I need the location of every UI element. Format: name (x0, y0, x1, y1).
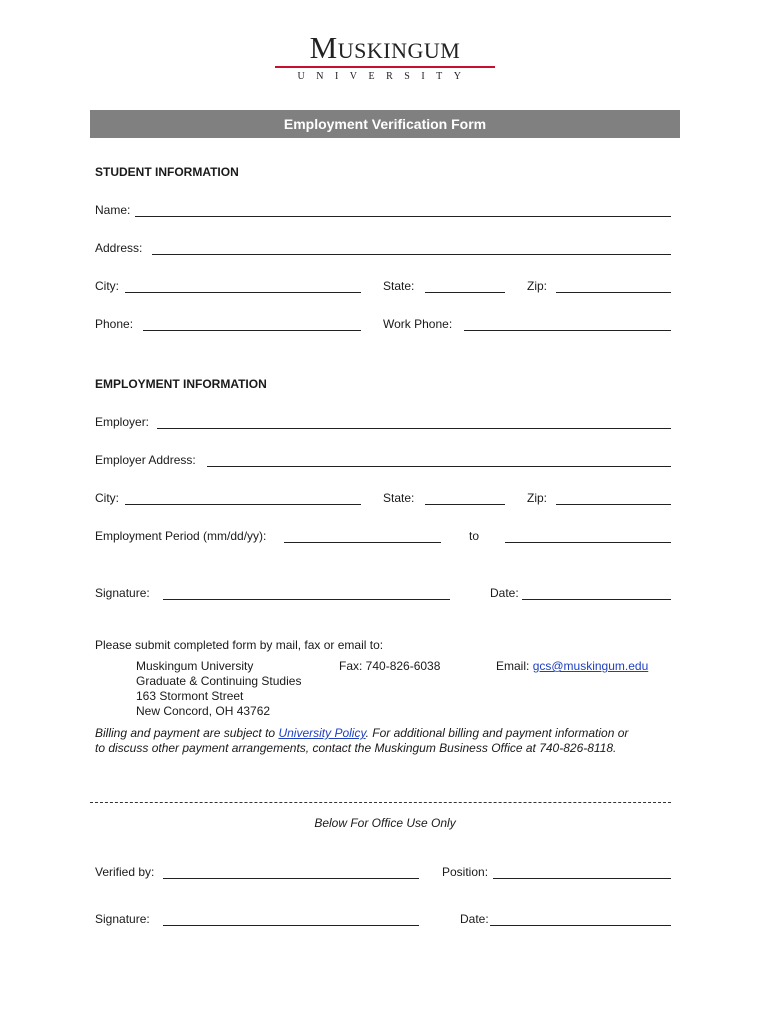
office-date-label: Date: (460, 912, 489, 926)
mailing-address-line: Graduate & Continuing Studies (136, 674, 302, 688)
student-state-label: State: (383, 279, 415, 293)
office-signature-label: Signature: (95, 912, 150, 926)
office-use-divider (90, 802, 671, 803)
student-city-label: City: (95, 279, 119, 293)
student-work-phone-label: Work Phone: (383, 317, 453, 331)
verified-by-label: Verified by: (95, 865, 155, 879)
employer-zip-field[interactable] (556, 504, 671, 505)
billing-note-pre: Billing and payment are subject to (95, 726, 279, 740)
employer-zip-label: Zip: (527, 491, 548, 505)
billing-note-line-2: to discuss other payment arrangements, contact the Muskingum Business Office at 740-826-8118. (95, 741, 617, 755)
employment-signature-label: Signature: (95, 586, 150, 600)
student-city-field[interactable] (125, 292, 361, 293)
student-phone-label: Phone: (95, 317, 134, 331)
position-field[interactable] (493, 878, 671, 879)
student-state-field[interactable] (425, 292, 505, 293)
billing-note (95, 726, 685, 756)
form-title: Employment Verification Form (283, 116, 487, 132)
verified-by-field[interactable] (163, 878, 419, 879)
mailing-address-block (136, 659, 301, 719)
email-link[interactable]: gcs@muskingum.edu (532, 659, 649, 673)
office-signature-field[interactable] (163, 925, 419, 926)
university-logo-wordmark (0, 30, 770, 66)
fax-number: Fax: 740-826-6038 (339, 659, 441, 673)
employer-state-field[interactable] (425, 504, 505, 505)
employment-date-label: Date: (490, 586, 519, 600)
position-label: Position: (442, 865, 489, 879)
mailing-address-line: 163 Stormont Street (136, 689, 244, 703)
employment-period-to-label: to (469, 529, 480, 543)
university-policy-link[interactable]: University Policy (278, 726, 366, 740)
logo-main-text: Muskingum (309, 30, 461, 65)
student-section-heading: STUDENT INFORMATION (95, 165, 239, 179)
employer-city-label: City: (95, 491, 119, 505)
employer-city-field[interactable] (125, 504, 361, 505)
employment-period-start-field[interactable] (284, 542, 441, 543)
student-address-label: Address: (95, 241, 143, 255)
employment-period-end-field[interactable] (505, 542, 671, 543)
office-use-heading: Below For Office Use Only (314, 816, 456, 830)
mailing-address-line: Muskingum University (136, 659, 254, 673)
mailing-address-line: New Concord, OH 43762 (136, 704, 271, 718)
student-name-label: Name: (95, 203, 131, 217)
submission-intro: Please submit completed form by mail, fax or email to: (95, 638, 384, 652)
student-zip-label: Zip: (527, 279, 548, 293)
employment-section-heading: EMPLOYMENT INFORMATION (95, 377, 267, 391)
logo-divider (275, 66, 495, 68)
email-label: Email: (496, 659, 533, 673)
employer-state-label: State: (383, 491, 415, 505)
logo-subtitle: UNIVERSITY (297, 71, 473, 82)
office-date-field[interactable] (490, 925, 671, 926)
student-phone-field[interactable] (143, 330, 361, 331)
employer-address-label: Employer Address: (95, 453, 196, 467)
billing-note-line-1 (95, 726, 685, 741)
student-address-field[interactable] (152, 254, 671, 255)
student-name-field[interactable] (135, 216, 671, 217)
employer-label: Employer: (95, 415, 150, 429)
employment-signature-field[interactable] (163, 599, 450, 600)
student-zip-field[interactable] (556, 292, 671, 293)
form-title-bar (90, 110, 680, 138)
student-work-phone-field[interactable] (464, 330, 671, 331)
employment-date-field[interactable] (522, 599, 671, 600)
billing-note-post: . For additional billing and payment information or (365, 726, 629, 740)
employer-field[interactable] (157, 428, 671, 429)
email-contact (496, 659, 648, 673)
employment-period-label: Employment Period (mm/dd/yy): (95, 529, 267, 543)
employer-address-field[interactable] (207, 466, 671, 467)
